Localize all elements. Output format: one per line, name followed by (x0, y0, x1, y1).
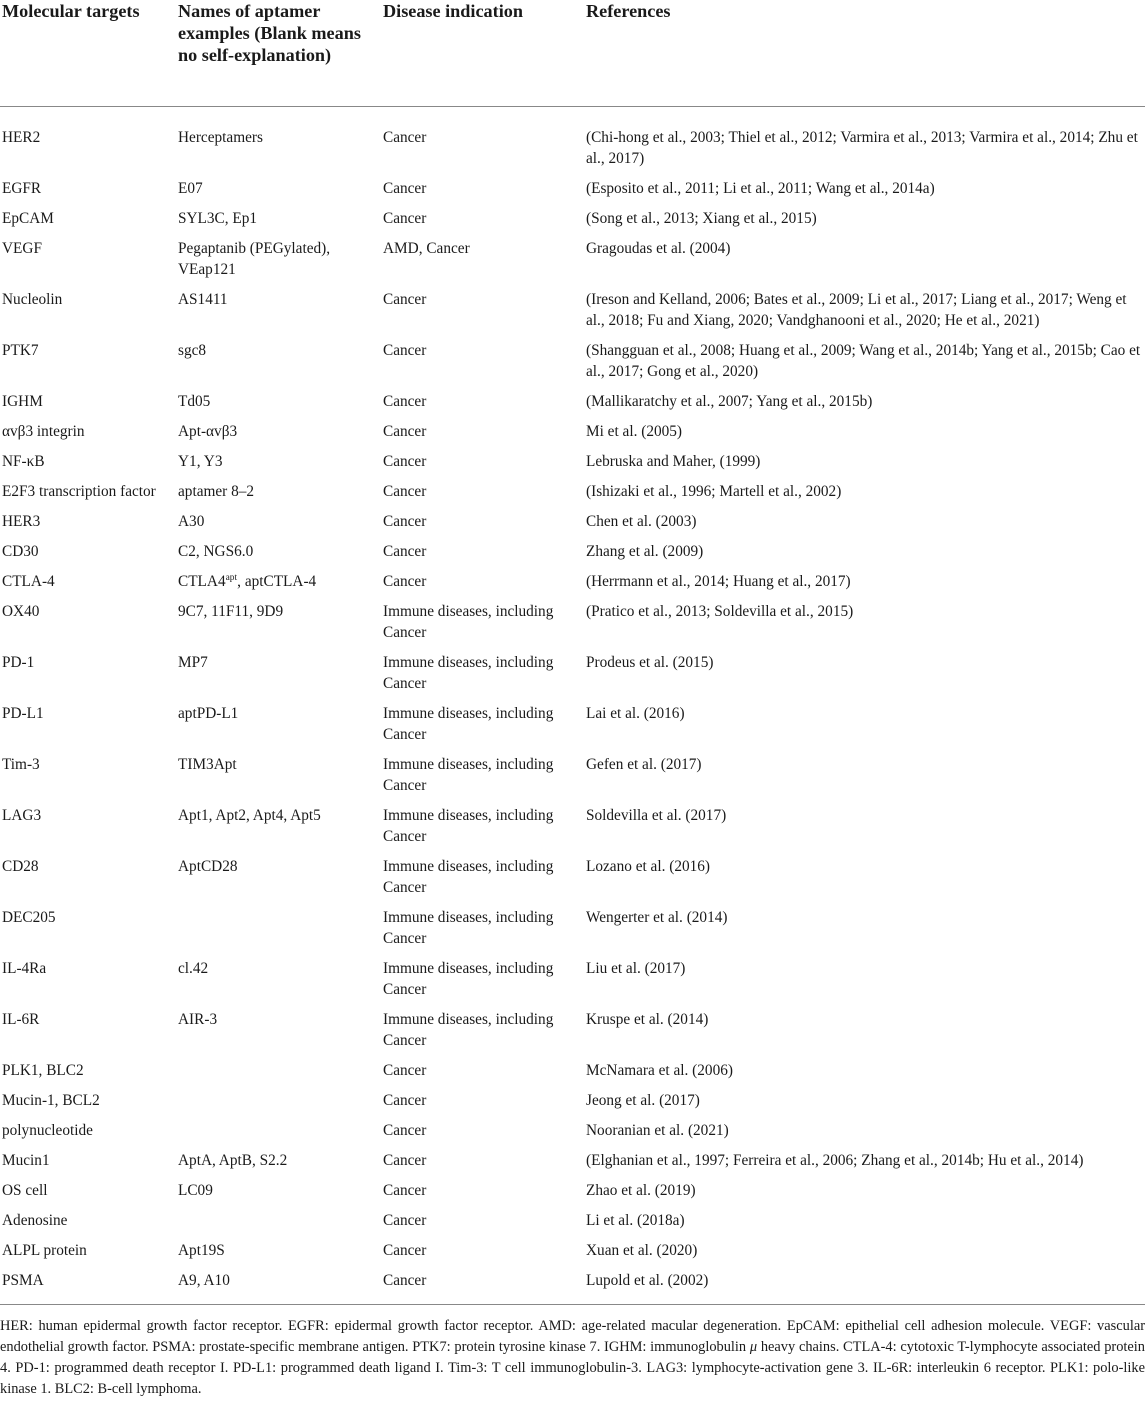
cell-aptamer-name: 9C7, 11F11, 9D9 (178, 602, 284, 620)
cell-references: (Chi-hong et al., 2003; Thiel et al., 2012; Varmira et al., 2013; Varmira et al., 2014; Zhu et al., 2017) (586, 128, 1138, 167)
cell-aptamer-name: cl.42 (178, 959, 209, 977)
cell-disease-indication: Cancer (383, 1241, 427, 1259)
cell-references: (Song et al., 2013; Xiang et al., 2015) (586, 209, 817, 227)
cell-references: Lai et al. (2016) (586, 704, 685, 722)
cell-references: (Ishizaki et al., 1996; Martell et al., 2002) (586, 482, 842, 500)
cell-molecular-target: PTK7 (2, 341, 39, 359)
table-row (0, 1051, 1145, 1081)
cell-disease-indication: Cancer (383, 422, 427, 440)
cell-references: Zhao et al. (2019) (586, 1181, 696, 1199)
cell-disease-indication: Cancer (383, 452, 427, 470)
cell-aptamer-name: sgc8 (178, 341, 207, 359)
header-disease-indication: Disease indication (381, 0, 584, 106)
cell-aptamer-name: AptCD28 (178, 857, 238, 875)
cell-disease-indication: Cancer (383, 1121, 427, 1139)
table-row (0, 1000, 1145, 1051)
table-row (0, 229, 1145, 280)
cell-molecular-target: PSMA (0, 1261, 176, 1305)
cell-aptamer-name: A30 (178, 512, 205, 530)
cell-molecular-target: HER2 (2, 128, 41, 146)
table-row (0, 949, 1145, 1000)
cell-molecular-target: αvβ3 integrin (2, 422, 85, 440)
cell-molecular-target: Adenosine (2, 1211, 68, 1229)
cell-aptamer-name: Td05 (178, 392, 211, 410)
cell-disease-indication: Cancer (383, 392, 427, 410)
cell-molecular-target: PLK1, BLC2 (2, 1061, 84, 1079)
table-row (0, 1231, 1145, 1261)
cell-references: (Pratico et al., 2013; Soldevilla et al., 2015) (586, 602, 854, 620)
cell-molecular-target: DEC205 (2, 908, 56, 926)
cell-references: Zhang et al. (2009) (586, 542, 704, 560)
cell-disease-indication: Cancer (383, 1181, 427, 1199)
cell-disease-indication: Cancer (381, 1261, 584, 1305)
table-row (0, 442, 1145, 472)
table-body (0, 106, 1145, 1304)
cell-disease-indication: Immune diseases, including Cancer (383, 959, 554, 998)
cell-disease-indication: Cancer (383, 179, 427, 197)
cell-disease-indication: AMD, Cancer (383, 239, 470, 257)
table-row (0, 1111, 1145, 1141)
cell-molecular-target: ALPL protein (2, 1241, 87, 1259)
cell-references: Gefen et al. (2017) (586, 755, 702, 773)
cell-disease-indication: Cancer (383, 341, 427, 359)
cell-aptamer-name: MP7 (178, 653, 208, 671)
cell-disease-indication: Immune diseases, including Cancer (383, 653, 554, 692)
cell-references: Xuan et al. (2020) (586, 1241, 698, 1259)
cell-aptamer-name: AptA, AptB, S2.2 (178, 1151, 288, 1169)
table-row (0, 106, 1145, 169)
cell-disease-indication: Cancer (383, 512, 427, 530)
table-row (0, 694, 1145, 745)
cell-disease-indication: Cancer (383, 482, 427, 500)
footnote-mu-symbol: μ (749, 1339, 758, 1355)
table-row (0, 169, 1145, 199)
cell-molecular-target: IL-6R (2, 1010, 40, 1028)
cell-aptamer-name: Apt19S (178, 1241, 225, 1259)
cell-disease-indication: Immune diseases, including Cancer (383, 806, 554, 845)
cell-references: (Elghanian et al., 1997; Ferreira et al., 2006; Zhang et al., 2014b; Hu et al., 2014) (586, 1151, 1084, 1169)
header-references: References (584, 0, 1145, 106)
cell-references: (Esposito et al., 2011; Li et al., 2011; Wang et al., 2014a) (586, 179, 935, 197)
cell-references: Lozano et al. (2016) (586, 857, 711, 875)
table-row (0, 592, 1145, 643)
cell-disease-indication: Cancer (383, 542, 427, 560)
cell-aptamer-name (176, 1201, 381, 1231)
cell-disease-indication: Cancer (383, 1061, 427, 1079)
cell-disease-indication: Cancer (383, 1151, 427, 1169)
cell-molecular-target: PD-L1 (2, 704, 44, 722)
table-row (0, 1171, 1145, 1201)
cell-molecular-target: HER3 (2, 512, 41, 530)
cell-references: Chen et al. (2003) (586, 512, 697, 530)
cell-references: (Shangguan et al., 2008; Huang et al., 2009; Wang et al., 2014b; Yang et al., 2015b; Cao et al., 2017; Gong et al., 2020) (586, 341, 1141, 380)
table-row (0, 502, 1145, 532)
cell-references: Gragoudas et al. (2004) (586, 239, 731, 257)
cell-aptamer-name: aptPD-L1 (178, 704, 239, 722)
cell-molecular-target: Tim-3 (2, 755, 40, 773)
cell-molecular-target: IGHM (2, 392, 43, 410)
cell-disease-indication: Immune diseases, including Cancer (383, 857, 554, 896)
cell-disease-indication: Immune diseases, including Cancer (383, 602, 554, 641)
cell-references: McNamara et al. (2006) (586, 1061, 733, 1079)
table-row (0, 898, 1145, 949)
aptamer-name-rest: , aptCTLA-4 (237, 572, 317, 590)
cell-disease-indication: Cancer (383, 1211, 427, 1229)
cell-aptamer-name (176, 1081, 381, 1111)
cell-disease-indication: Cancer (383, 209, 427, 227)
cell-aptamer-name (176, 562, 381, 592)
cell-molecular-target: OX40 (2, 602, 40, 620)
cell-aptamer-name: TIM3Apt (178, 755, 237, 773)
footnote-text-2: heavy chains. CTLA-4: cytotoxic T-lymphocyte associated protein 4. PD-1: programmed death receptor I. PD-L1: programmed death ligand I. Tim-3: T cell immunoglobulin-3. LAG3: lymphocyte-activation gene 3. IL-6R: interleukin 6 receptor. PLK1: polo-like kinase 1. BLC2: B-cell lymphoma. (0, 1339, 1145, 1397)
cell-molecular-target: polynucleotide (2, 1121, 93, 1139)
cell-references: Kruspe et al. (2014) (586, 1010, 709, 1028)
cell-aptamer-name: LC09 (178, 1181, 213, 1199)
cell-molecular-target: CD28 (2, 857, 39, 875)
cell-molecular-target: NF-κB (2, 452, 45, 470)
cell-aptamer-name: aptamer 8–2 (178, 482, 255, 500)
header-aptamer-names: Names of aptamer examples (Blank means no self-explanation) (176, 0, 381, 106)
cell-aptamer-name: A9, A10 (176, 1261, 381, 1305)
cell-molecular-target: Mucin1 (2, 1151, 50, 1169)
table-row (0, 412, 1145, 442)
cell-disease-indication: Cancer (383, 572, 427, 590)
table-row (0, 280, 1145, 331)
cell-disease-indication: Immune diseases, including Cancer (383, 755, 554, 794)
cell-aptamer-name (176, 1051, 381, 1081)
table-row (0, 847, 1145, 898)
cell-molecular-target: EGFR (2, 179, 42, 197)
cell-references: (Herrmann et al., 2014; Huang et al., 2017) (586, 572, 851, 590)
table-row (0, 472, 1145, 502)
cell-references: (Mallikaratchy et al., 2007; Yang et al., 2015b) (586, 392, 873, 410)
cell-disease-indication: Immune diseases, including Cancer (383, 1010, 554, 1049)
cell-disease-indication: Cancer (383, 290, 427, 308)
table-row (0, 1081, 1145, 1111)
table-row (0, 199, 1145, 229)
cell-aptamer-name: Apt1, Apt2, Apt4, Apt5 (178, 806, 321, 824)
cell-disease-indication: Cancer (383, 1091, 427, 1109)
cell-molecular-target: VEGF (2, 239, 42, 257)
cell-disease-indication: Immune diseases, including Cancer (383, 908, 554, 947)
cell-molecular-target: OS cell (2, 1181, 48, 1199)
table-header (0, 0, 1145, 106)
cell-disease-indication: Cancer (383, 128, 427, 146)
aptamer-name-superscript: apt (225, 572, 238, 583)
aptamer-name-base: CTLA4 (178, 572, 226, 590)
cell-aptamer-name: AS1411 (178, 290, 228, 308)
table-row (0, 382, 1145, 412)
cell-disease-indication: Immune diseases, including Cancer (383, 704, 554, 743)
table-footnote (0, 1316, 1145, 1400)
cell-molecular-target: PD-1 (2, 653, 35, 671)
cell-molecular-target: Mucin-1, BCL2 (2, 1091, 100, 1109)
cell-aptamer-name: E07 (178, 179, 203, 197)
table-row (0, 1261, 1145, 1305)
cell-molecular-target: EpCAM (2, 209, 54, 227)
cell-references: Nooranian et al. (2021) (586, 1121, 729, 1139)
cell-aptamer-name: C2, NGS6.0 (178, 542, 254, 560)
cell-molecular-target: Nucleolin (2, 290, 63, 308)
cell-aptamer-name: AIR-3 (178, 1010, 218, 1028)
table-row (0, 1141, 1145, 1171)
table-row (0, 796, 1145, 847)
table-row (0, 331, 1145, 382)
cell-references: Liu et al. (2017) (586, 959, 686, 977)
cell-references: Mi et al. (2005) (586, 422, 683, 440)
cell-aptamer-name: SYL3C, Ep1 (178, 209, 258, 227)
cell-references: Jeong et al. (2017) (586, 1091, 700, 1109)
cell-references: Prodeus et al. (2015) (586, 653, 714, 671)
table-row (0, 745, 1145, 796)
cell-aptamer-name (176, 1111, 381, 1141)
cell-molecular-target: CTLA-4 (2, 572, 55, 590)
cell-references: Wengerter et al. (2014) (586, 908, 728, 926)
table-row (0, 1201, 1145, 1231)
cell-aptamer-name: Pegaptanib (PEGylated), VEap121 (178, 239, 331, 278)
cell-aptamer-name (176, 898, 381, 949)
cell-molecular-target: E2F3 transcription factor (2, 482, 156, 500)
cell-molecular-target: CD30 (2, 542, 39, 560)
cell-molecular-target: IL-4Ra (2, 959, 47, 977)
table-row (0, 562, 1145, 592)
cell-molecular-target: LAG3 (2, 806, 42, 824)
header-molecular-targets: Molecular targets (0, 0, 176, 106)
cell-references: Soldevilla et al. (2017) (586, 806, 727, 824)
table-row (0, 532, 1145, 562)
cell-aptamer-name: Y1, Y3 (178, 452, 223, 470)
cell-references: Li et al. (2018a) (586, 1211, 685, 1229)
cell-references: Lupold et al. (2002) (584, 1261, 1145, 1305)
cell-references: (Ireson and Kelland, 2006; Bates et al., 2009; Li et al., 2017; Liang et al., 2017; Weng et al., 2018; Fu and Xiang, 2020; Vandghanooni et al., 2020; He et al., 2021) (586, 290, 1127, 329)
cell-aptamer-name: Herceptamers (178, 128, 263, 146)
table-row (0, 643, 1145, 694)
cell-aptamer-name: Apt-αvβ3 (178, 422, 238, 440)
footnote-text-1: HER: human epidermal growth factor receptor. EGFR: epidermal growth factor receptor. AMD: age-related macular degeneration. EpCAM: epithelial cell adhesion molecule. VEGF: vascular endothelial growth factor. PSMA: prostate-specific membrane antigen. PTK7: protein tyrosine kinase 7. IGHM: immunoglobulin (0, 1318, 1145, 1355)
cell-references: Lebruska and Maher, (1999) (586, 452, 761, 470)
